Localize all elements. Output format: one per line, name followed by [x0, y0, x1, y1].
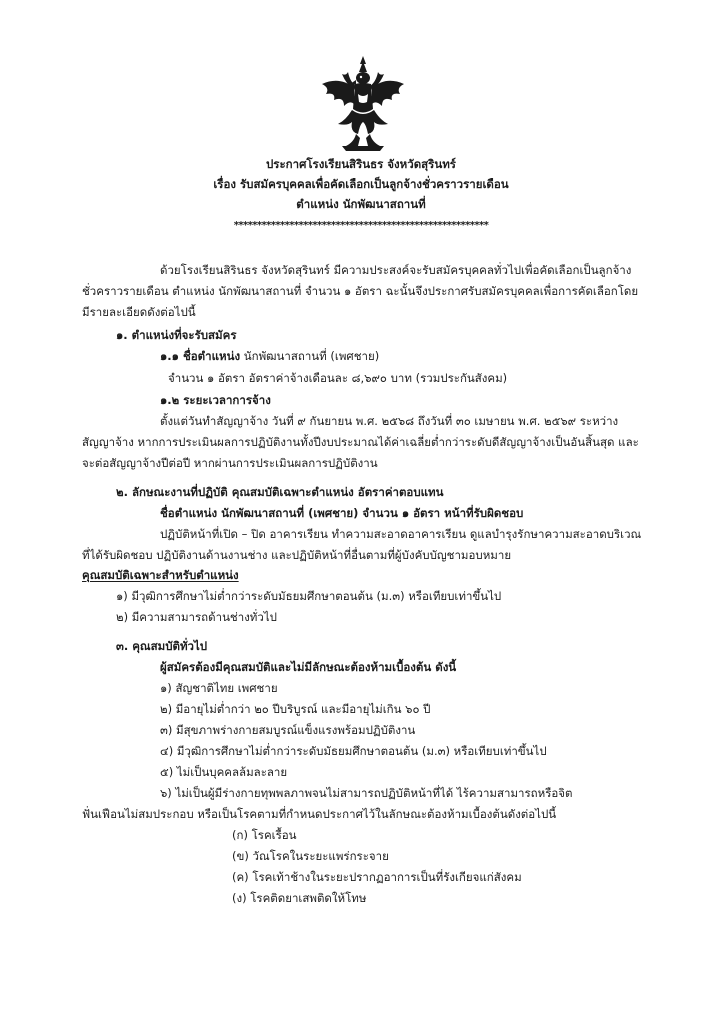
position-name-value: นักพัฒนาสถานที่ (เพศชาย) [240, 349, 380, 363]
disease-item-4: (ง) โรคติดยาเสพติดให้โทษ [232, 891, 367, 905]
position-name-label: ๑.๑ ชื่อตำแหน่ง [160, 349, 241, 363]
general-qualification-5: ๕) ไม่เป็นบุคคลล้มละลาย [160, 765, 288, 779]
specific-qualifications-heading: คุณสมบัติเฉพาะสำหรับตำแหน่ง [82, 568, 239, 582]
section-2-heading: ๒. ลักษณะงานที่ปฏิบัติ คุณสมบัติเฉพาะตำแหน่ง อัตราค่าตอบแทน [116, 485, 444, 499]
employment-period-label: ๑.๒ ระยะเวลาการจ้าง [160, 393, 271, 407]
general-qualification-4: ๔) มีวุฒิการศึกษาไม่ต่ำกว่าระดับมัธยมศึกษาตอนต้น (ม.๓) หรือเทียบเท่าขึ้นไป [160, 744, 547, 758]
employment-period-line-2: สัญญาจ้าง หากการประเมินผลการปฏิบัติงานทั้งปีงบประมาณได้ค่าเฉลี่ยต่ำกว่าระดับดีสัญญาจ้างเป็นอันสิ้นสุด และ [82, 435, 639, 449]
general-qualification-6-continued: ฟั่นเฟือนไม่สมประกอบ หรือเป็นโรคตามที่กำหนดประกาศไว้ในลักษณะต้องห้ามเบื้องต้นดังต่อไปนี้ [82, 807, 557, 821]
general-qualification-6: ๖) ไม่เป็นผู้มีร่างกายทุพพลภาพจนไม่สามารถปฏิบัติหน้าที่ได้ ไร้ความสามารถหรือจิต [160, 786, 573, 800]
general-qualification-3: ๓) มีสุขภาพร่างกายสมบูรณ์แข็งแรงพร้อมปฏิบัติงาน [160, 723, 416, 737]
specific-qualification-1: ๑) มีวุฒิการศึกษาไม่ต่ำกว่าระดับมัธยมศึกษาตอนต้น (ม.๓) หรือเทียบเท่าขึ้นไป [116, 589, 502, 603]
announcement-title: ประกาศโรงเรียนสิรินธร จังหวัดสุรินทร์ [266, 157, 456, 171]
intro-line-2: ชั่วคราวรายเดือน ตำแหน่ง นักพัฒนาสถานที่ จำนวน ๑ อัตรา ฉะนั้นจึงประกาศรับสมัครบุคคลเพื่อการคัดเลือกโดย [82, 284, 639, 298]
announcement-subject: เรื่อง รับสมัครบุคคลเพื่อคัดเลือกเป็นลูกจ้างชั่วคราวรายเดือน [213, 177, 509, 191]
duty-line-1: ปฏิบัติหน้าที่เปิด – ปิด อาคารเรียน ทำความสะอาดอาคารเรียน ดูแลบำรุงรักษาความสะอาดบริเวณ [160, 527, 642, 541]
disease-item-3: (ค) โรคเท้าช้างในระยะปรากฏอาการเป็นที่รังเกียจแก่สังคม [232, 870, 522, 884]
disease-item-1: (ก) โรคเรื้อน [232, 828, 297, 842]
section-1-heading: ๑. ตำแหน่งที่จะรับสมัคร [116, 328, 237, 342]
position-name-line [160, 348, 379, 364]
duty-line-2: ที่ได้รับผิดชอบ ปฏิบัติงานด้านงานช่าง และปฏิบัติหน้าที่อื่นตามที่ผู้บังคับบัญชามอบหมาย [82, 548, 512, 562]
general-qualification-1: ๑) สัญชาติไทย เพศชาย [160, 681, 278, 695]
section-3-heading: ๓. คุณสมบัติทั่วไป [116, 639, 208, 653]
general-qualification-2: ๒) มีอายุไม่ต่ำกว่า ๒๐ ปีบริบูรณ์ และมีอายุไม่เกิน ๖๐ ปี [160, 702, 431, 716]
employment-period-line-3: จะต่อสัญญาจ้างปีต่อปี หากผ่านการประเมินผลการปฏิบัติงาน [82, 456, 378, 470]
intro-line-1: ด้วยโรงเรียนสิรินธร จังหวัดสุรินทร์ มีความประสงค์จะรับสมัครบุคคลทั่วไปเพื่อคัดเลือกเป็นลูกจ้าง [160, 263, 632, 277]
disease-item-2: (ข) วัณโรคในระยะแพร่กระจาย [232, 849, 389, 863]
garuda-emblem-icon [316, 54, 410, 154]
employment-period-line-1: ตั้งแต่วันทำสัญญาจ้าง วันที่ ๙ กันยายน พ.ศ. ๒๕๖๘ ถึงวันที่ ๓๐ เมษายน พ.ศ. ๒๕๖๙ ระหว่าง [160, 414, 619, 428]
section-3-subheading: ผู้สมัครต้องมีคุณสมบัติและไม่มีลักษณะต้องห้ามเบื้องต้น ดังนี้ [160, 660, 457, 674]
position-detail: จำนวน ๑ อัตรา อัตราค่าจ้างเดือนละ ๘,๖๙๐ บาท (รวมประกันสังคม) [168, 371, 508, 385]
intro-line-3: มีรายละเอียดดังต่อไปนี้ [82, 305, 196, 319]
announcement-position: ตำแหน่ง นักพัฒนาสถานที่ [296, 197, 426, 211]
separator-stars: ******************************************************* [233, 220, 489, 231]
specific-qualification-2: ๒) มีความสามารถด้านช่างทั่วไป [116, 610, 277, 624]
section-2-subheading: ชื่อตำแหน่ง นักพัฒนาสถานที่ (เพศชาย) จำนวน ๑ อัตรา หน้าที่รับผิดชอบ [160, 506, 524, 520]
